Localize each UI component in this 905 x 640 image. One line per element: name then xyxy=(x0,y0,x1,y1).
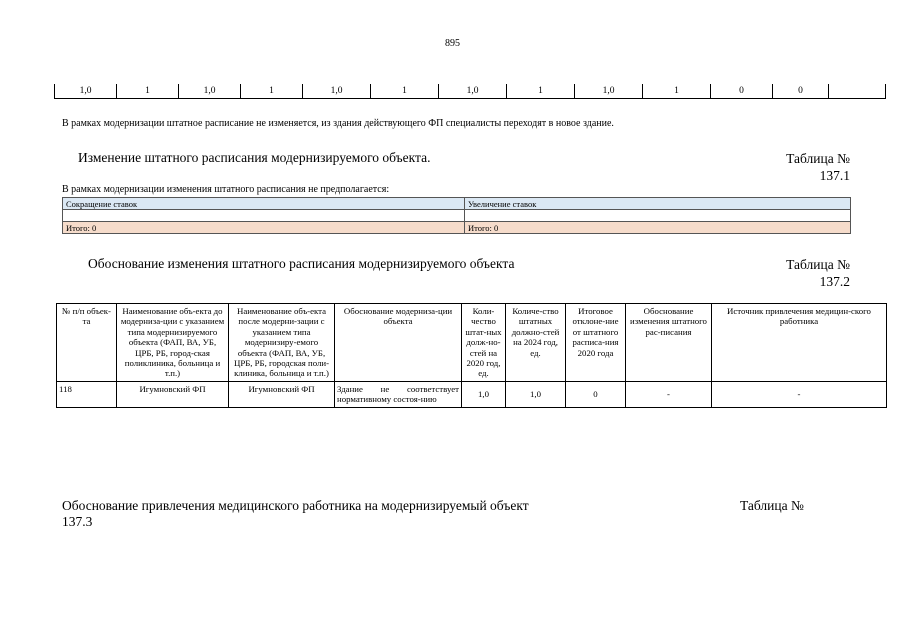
header-name-after: Наименование объ-екта после модерни-зации с указанием типа модернизиру-емого объекта (ФАП, ВА, УБ, ЦРБ, РБ, городская поли-клиника, больница и т.п.) xyxy=(229,304,335,382)
table-row xyxy=(57,381,887,407)
top-cell: 1,0 xyxy=(55,84,117,99)
justification-table xyxy=(56,303,887,408)
cell-positions-2024: 1,0 xyxy=(506,381,566,407)
table-number-137-3: 137.3 xyxy=(62,514,93,529)
header-positions-2020: Коли-чество штат-ных долж-но-стей на 2020 год, ед. xyxy=(462,304,506,382)
cell-name-after: Игумновский ФП xyxy=(229,381,335,407)
cell-number: 118 xyxy=(57,381,117,407)
header-name-before: Наименование объ-екта до модерниза-ции с указанием типа модернизируемого объекта (ФАП, ВА, УБ, ЦРБ, РБ, город-ская поликлиника, больница и т.п.) xyxy=(117,304,229,382)
header-source: Источник привлечения медицин-ского работника xyxy=(712,304,887,382)
total-increase: Итого: 0 xyxy=(465,222,851,234)
cell-change-reason: - xyxy=(626,381,712,407)
top-cell xyxy=(829,84,886,99)
top-cell: 0 xyxy=(773,84,829,99)
top-cell: 1 xyxy=(117,84,179,99)
top-cell: 0 xyxy=(711,84,773,99)
table-label-number: 137.2 xyxy=(819,274,850,289)
top-cell: 1 xyxy=(643,84,711,99)
page-number: 895 xyxy=(445,38,460,49)
top-cell: 1,0 xyxy=(439,84,507,99)
empty-cell xyxy=(465,210,851,222)
table-label-text: Таблица № xyxy=(786,151,850,166)
cell-deviation: 0 xyxy=(566,381,626,407)
header-deviation: Итоговое отклоне-ние от штатного расписа-ния 2020 года xyxy=(566,304,626,382)
table-label-number: 137.1 xyxy=(819,168,850,183)
header-change-reason: Обоснование изменения штатного рас-писания xyxy=(626,304,712,382)
total-reduce: Итого: 0 xyxy=(63,222,465,234)
col-increase-header: Увеличение ставок xyxy=(465,198,851,210)
staffing-note: В рамках модернизации штатное расписание не изменяется, из здания действующего ФП специалисты переходят в новое здание. xyxy=(62,118,614,129)
staff-change-table xyxy=(62,197,851,234)
top-cell: 1,0 xyxy=(575,84,643,99)
empty-cell xyxy=(63,210,465,222)
header-number: № п/п объек-та xyxy=(57,304,117,382)
header-positions-2024: Количе-ство штатных должно-стей на 2024 год, ед. xyxy=(506,304,566,382)
table-label-137-3: Таблица № xyxy=(740,498,804,513)
section-title-justification: Обоснование изменения штатного расписания модернизируемого объекта xyxy=(88,256,515,271)
top-cell: 1 xyxy=(371,84,439,99)
top-cell: 1 xyxy=(241,84,303,99)
cell-source: - xyxy=(712,381,887,407)
table-label-137-1 xyxy=(740,150,850,184)
no-change-note: В рамках модернизации изменения штатного расписания не предполагается: xyxy=(62,184,390,195)
top-cell: 1,0 xyxy=(303,84,371,99)
header-row xyxy=(57,304,887,382)
section-title-staffing-change: Изменение штатного расписания модернизируемого объекта. xyxy=(78,150,431,165)
header-justification: Обоснование модерниза-ции объекта xyxy=(335,304,462,382)
table-label-text: Таблица № xyxy=(786,257,850,272)
cell-positions-2020: 1,0 xyxy=(462,381,506,407)
table-label-137-2 xyxy=(740,256,850,290)
continued-table-row xyxy=(54,84,886,99)
cell-justification: Здание не соответствует нормативному состоя-нию xyxy=(335,381,462,407)
top-cell: 1,0 xyxy=(179,84,241,99)
section-title-worker: Обоснование привлечения медицинского работника на модернизируемый объект xyxy=(62,498,529,513)
cell-name-before: Игумновский ФП xyxy=(117,381,229,407)
top-cell: 1 xyxy=(507,84,575,99)
col-reduce-header: Сокращение ставок xyxy=(63,198,465,210)
